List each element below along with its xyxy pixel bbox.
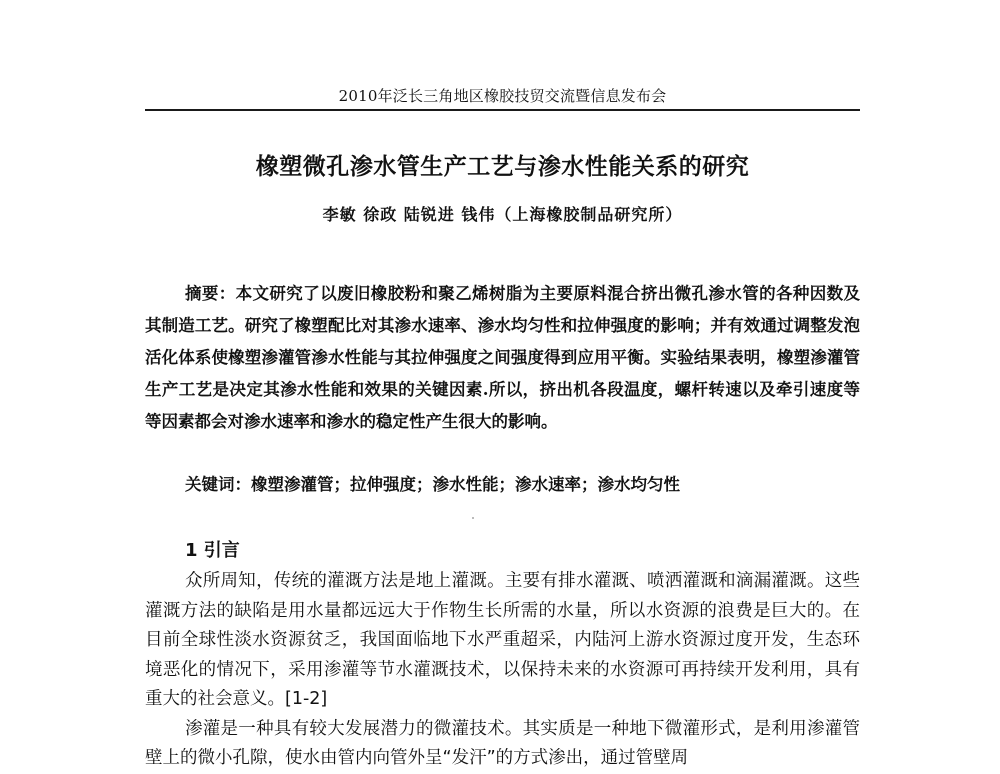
- author-line: 李敏 徐政 陆锐进 钱伟（上海橡胶制品研究所）: [322, 205, 683, 224]
- body-paragraph: 渗灌是一种具有较大发展潜力的微灌技术。其实质是一种地下微灌形式，是利用渗灌管壁上的微小孔隙，使水由管内向管外呈“发汗”的方式渗出，通过管壁周: [145, 718, 860, 768]
- paper-title: 橡塑微孔渗水管生产工艺与渗水性能关系的研究: [255, 154, 750, 180]
- abstract-text: 本文研究了以废旧橡胶粉和聚乙烯树脂为主要原料混合挤出微孔渗水管的各种因数及其制造工艺。研究了橡塑配比对其渗水速率、渗水均匀性和拉伸强度的影响；并有效通过调整发泡活化体系使橡塑渗灌管渗水性能与其拉伸强度之间强度得到应用平衡。实验结果表明，橡塑渗灌管生产工艺是决定其渗水性能和效果的关键因素.所以，挤出机各段温度，螺杆转速以及牵引速度等等因素都会对渗水速率和渗水的稳定性产生很大的影响。: [145, 284, 861, 431]
- body-paragraph: 众所周知，传统的灌溉方法是地上灌溉。主要有排水灌溉、喷洒灌溉和滴漏灌溉。这些灌溉方法的缺陷是用水量都远远大于作物生长所需的水量，所以水资源的浪费是巨大的。在目前全球性淡水资源贫乏，我国面临地下水严重超采，内陆河上游水资源过度开发，生态环境恶化的情况下，采用渗灌等节水灌溉技术，以保持未来的水资源可再持续开发利用，具有重大的社会意义。[1-2]: [145, 571, 860, 709]
- running-header: 2010年泛长三角地区橡胶技贸交流暨信息发布会: [338, 87, 667, 105]
- section-body: [145, 567, 860, 774]
- section-heading: 1 引言: [185, 540, 240, 561]
- abstract-label: 摘要：: [185, 284, 236, 303]
- keywords-paragraph: [145, 470, 860, 500]
- abstract-paragraph: [145, 278, 860, 438]
- keywords-text: 橡塑渗灌管；拉伸强度；渗水性能；渗水速率；渗水均匀性: [251, 475, 680, 494]
- scan-speck: [472, 517, 474, 519]
- keywords-label: 关键词：: [185, 475, 251, 494]
- header-divider: [145, 109, 860, 111]
